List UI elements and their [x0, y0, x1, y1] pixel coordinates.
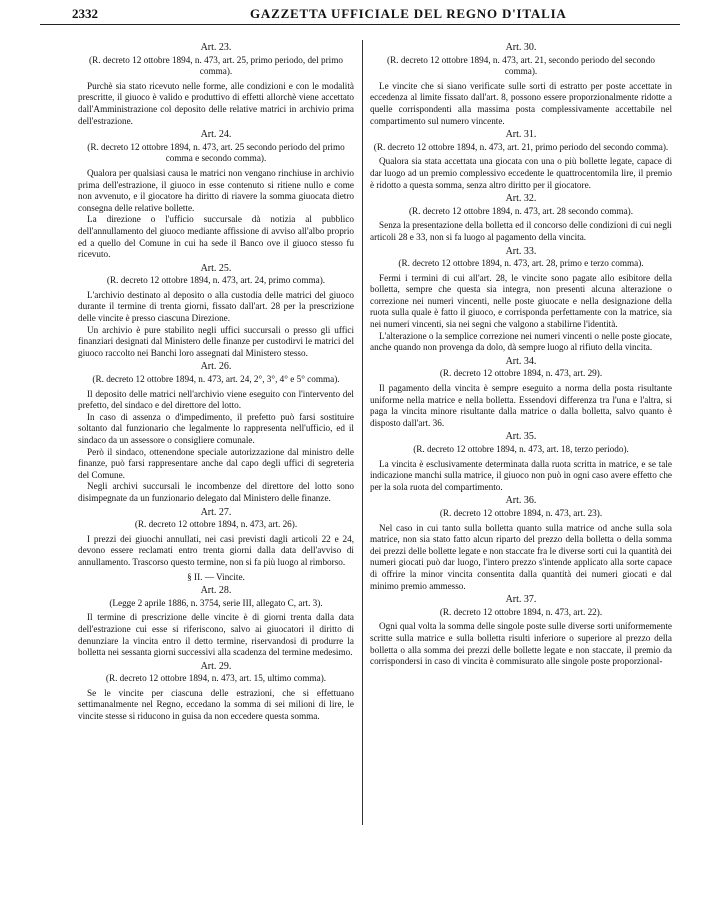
article-paragraph: Fermi i termini di cui all'art. 28, le vincite sono pagate allo esibitore della bolletta, sempre che questa sia integra, non presenti alcuna alterazione o correzione nei numeri vincenti, nelle poste giuocate e nella designazione della ruota sulla quale è fatto il giuoco, e corrisponda perfettamente con la matrice, sia nei numeri vincenti, sia nei segni che valgono a stabilirne l'identità. — [370, 272, 672, 330]
article-paragraph: Ogni qual volta la somma delle singole poste sulle diverse sorti uniformemente scritte sulla matrice e sulla bolletta risulti inferiore o superiore al prezzo della bolletta o alla somma dei prezzi delle bollette legate e non staccate, il premio da corrispondersi in caso di vincita è commisurato alle singole poste proporzional- — [370, 621, 672, 667]
article-paragraph: Nel caso in cui tanto sulla bolletta quanto sulla matrice od anche sulla sola matrice, non sia stato fatto alcun riparto del prezzo della bolletta o della somma dei prezzi delle bollette legate e non staccate fra le diverse sorti cui la quantità dei numeri giocati può dar luogo, l'intero prezzo s'intende applicato alla sorte capace di offrire la minor vincita consentita dalla quantità dei numeri giocati e dal minimo premio ammesso. — [370, 522, 672, 591]
article-paragraph: Le vincite che si siano verificate sulle sorti di estratto per poste accettate in eccedenza al limite fissato dall'art. 8, possono essere proporzionalmente ridotte a quelle corrispondenti alla massima posta complessivamente accettabile nel compartimento sul numero vincente. — [370, 80, 672, 126]
article-reference: (R. decreto 12 ottobre 1894, n. 473, art. 29). — [439, 368, 603, 379]
article-reference: (R. decreto 12 ottobre 1894, n. 473, art. 21, secondo periodo del secondo comma). — [387, 54, 655, 77]
article-reference: (Legge 2 aprile 1886, n. 3754, serie III, allegato C, art. 3). — [109, 597, 323, 608]
header-rule — [40, 24, 680, 25]
article-paragraph: Il termine di prescrizione delle vincite è di giorni trenta dalla data dell'estrazione cui esse si riferiscono, salvo ai giuocatori il diritto di denunziare la vincita entro il detto termine, riservandosi di produrre la bolletta nei sessanta giorni successivi alla scadenza del termine medesimo. — [78, 612, 354, 658]
right-column — [370, 40, 672, 668]
page-number: 2332 — [72, 6, 98, 21]
article-reference: (R. decreto 12 ottobre 1894, n. 473, art. 25, primo periodo, del primo comma). — [89, 54, 343, 77]
article-reference: (R. decreto 12 ottobre 1894, n. 473, art. 18, terzo periodo). — [413, 444, 629, 454]
article-paragraph: Qualora per qualsiasi causa le matrici non vengano rinchiuse in archivio prima dell'estrazione, il giuoco in esse contenuto si ritiene nullo e come non avvenuto, e il giocatore ha diritto di riavere la somma giuocata dietro consegna delle relative bollette. — [78, 167, 354, 213]
article-reference: (R. decreto 12 ottobre 1894, n. 473, art. 21, primo periodo del secondo comma). — [373, 141, 669, 152]
article-title: Art. 24. — [200, 129, 232, 141]
article-title: Art. 30. — [505, 42, 537, 53]
article-paragraph: Però il sindaco, ottenendone speciale autorizzazione dal ministro delle finanze, può farsi rappresentare anche dal capo degli uffici di segreteria del Comune. — [78, 446, 354, 480]
article-paragraph: Qualora sia stata accettata una giocata con una o più bollette legate, capace di dar luogo ad un premio complessivo eccedente le quattrocentomila lire, il premio è ridotto a questa somma, senza altro diritto per il giocatore. — [370, 156, 672, 190]
article-title: Art. 23. — [200, 42, 232, 53]
article-title: Art. 27. — [200, 506, 232, 518]
section-heading: § II. — Vincite. — [187, 571, 245, 582]
article-paragraph: Un archivio è pure stabilito negli uffici succursali o presso gli uffici finanziari designati dal Ministero delle finanze per custodirvi le matrici del giuoco raccolto nei Banchi loro assegnati dal Ministero stesso. — [78, 324, 354, 358]
article-reference: (R. decreto 12 ottobre 1894, n. 473, art. 22). — [439, 606, 603, 617]
article-reference: (R. decreto 12 ottobre 1894, n. 473, art. 24, primo comma). — [106, 275, 326, 286]
article-reference: (R. decreto 12 ottobre 1894, n. 473, art. 25 secondo periodo del primo comma e secondo comma). — [87, 141, 345, 164]
article-paragraph: L'archivio destinato al deposito o alla custodia delle matrici del giuoco durante il termine di trenta giorni, fissato dall'art. 28 per la prescrizione delle vincite è presso ciascuna Direzione. — [78, 289, 354, 324]
article-title: Art. 25. — [200, 262, 232, 274]
article-title: Art. 34. — [505, 355, 537, 367]
article-title: Art. 37. — [505, 594, 537, 606]
article-title: Art. 32. — [505, 193, 537, 205]
article-reference: (R. decreto 12 ottobre 1894, n. 473, art. 24, 2°, 3°, 4° e 5° comma). — [92, 374, 340, 385]
article-title: Art. 33. — [505, 245, 537, 257]
article-paragraph: Purchè sia stato ricevuto nelle forme, alle condizioni e con le modalità prescritte, il giuoco è valido e produttivo di effetti allorchè viene accettato dall'Amministrazione col deposito delle relative matrici in archivio prima dell'estrazione. — [78, 80, 354, 126]
article-reference: (R. decreto 12 ottobre 1894, n. 473, art. 26). — [134, 519, 298, 530]
article-paragraph: Negli archivi succursali le incombenze del direttore del lotto sono disimpegnate da un funzionario delegato dal Ministero delle finanze. — [78, 481, 354, 503]
article-paragraph: Se le vincite per ciascuna delle estrazioni, che si effettuano settimanalmente nel Regno, eccedano la somma di sei milioni di lire, le vincite stesse si riducono in guisa da non eccedere questa somma. — [78, 687, 354, 722]
article-title: Art. 36. — [505, 495, 537, 507]
left-column — [78, 40, 354, 723]
article-paragraph: I prezzi dei giuochi annullati, nei casi previsti dagli articoli 22 e 24, devono essere reclamati entro trenta giorni dalla data dell'avviso di annullamento. Trascorso questo termine, non si fa più luogo al rimborso. — [78, 533, 354, 567]
article-title: Art. 35. — [505, 431, 537, 443]
article-title: Art. 29. — [200, 660, 232, 672]
article-title: Art. 31. — [505, 129, 537, 141]
page-header — [20, 2, 690, 22]
article-title: Art. 28. — [200, 585, 232, 597]
article-paragraph: Il pagamento della vincita è sempre eseguito a norma della posta risultante uniforme nella matrice e nella bolletta. Essendovi differenza tra l'una e l'altra, si paga la vincita minore risultante dalla matrice o dalla bolletta, salvo quanto è disposto dall'art. 36. — [370, 383, 672, 428]
article-paragraph: In caso di assenza o d'impedimento, il prefetto può farsi sostituire soltanto dal funzionario che legalmente lo rappresenta nell'ufficio, ed il sindaco da un assessore o consigliere comunale. — [78, 411, 354, 445]
article-reference: (R. decreto 12 ottobre 1894, n. 473, art. 23). — [439, 507, 603, 518]
article-title: Art. 26. — [200, 361, 232, 373]
article-paragraph: Il deposito delle matrici nell'archivio viene eseguito con l'intervento del prefetto, del sindaco e del direttore del lotto. — [78, 388, 354, 411]
column-divider — [362, 40, 363, 825]
article-paragraph: Senza la presentazione della bolletta ed il concorso delle condizioni di cui negli articoli 28 e 33, non si fa luogo al pagamento della vincita. — [370, 220, 672, 242]
article-reference: (R. decreto 12 ottobre 1894, n. 473, art. 15, ultimo comma). — [105, 673, 327, 684]
article-reference: (R. decreto 12 ottobre 1894, n. 473, art. 28 secondo comma). — [408, 205, 634, 216]
article-paragraph: La vincita è esclusivamente determinata dalla ruota scritta in matrice, e se tale indicazione manchi sulla matrice, il giuoco non può in ogni caso avere effetto che per la sola ruota del compartimento. — [370, 458, 672, 492]
article-paragraph: L'alterazione o la semplice correzione nei numeri vincenti o nelle poste giocate, anche quando non provenga da dolo, dà sempre luogo al rifiuto della vincita. — [370, 330, 672, 353]
article-paragraph: La direzione o l'ufficio succursale dà notizia al pubblico dell'annullamento del giuoco mediante affissione di avviso all'albo proprio ed a quello del Comune in cui ha sede il Banco ove il giuoco stesso fu ricevuto. — [78, 214, 354, 260]
article-reference: (R. decreto 12 ottobre 1894, n. 473, art. 28, primo e terzo comma). — [398, 258, 644, 269]
running-title: GAZZETTA UFFICIALE DEL REGNO D'ITALIA — [250, 6, 567, 21]
